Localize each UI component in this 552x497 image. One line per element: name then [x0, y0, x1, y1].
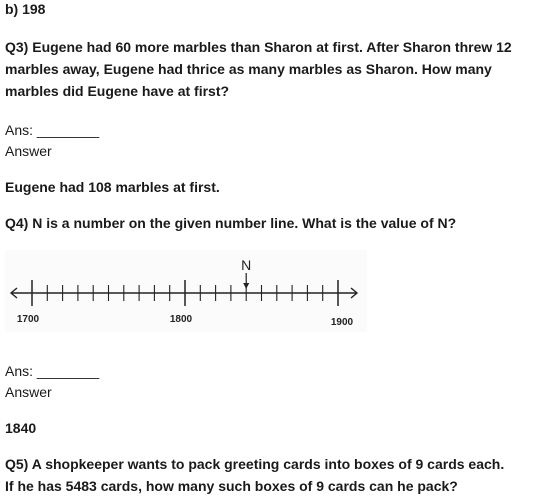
question-3-answer-label: Answer	[5, 143, 52, 159]
tick-label: 1900	[330, 317, 354, 328]
question-5-line-1: Q5) A shopkeeper wants to pack greeting cards into boxes of 9 cards each.	[5, 456, 505, 472]
previous-answer: b) 198	[5, 1, 46, 17]
number-line-ticks	[32, 280, 338, 306]
number-line-labels	[17, 314, 354, 328]
question-4-answer-label: Answer	[5, 384, 52, 400]
question-3-ans-label: Ans: ________	[5, 122, 100, 138]
question-4-answer-text: 1840	[5, 420, 37, 436]
question-5	[5, 453, 550, 497]
marker-label: N	[241, 257, 252, 273]
question-3	[5, 36, 550, 102]
question-3-line-2: marbles away, Eugene had thrice as many marbles as Sharon. How many	[5, 61, 492, 77]
tick-label: 1700	[16, 314, 40, 325]
question-3-line-3: marbles did Eugene have at first?	[5, 83, 230, 99]
number-line-figure	[5, 250, 367, 332]
question-5-line-2: If he has 5483 cards, how many such boxes of 9 cards can he pack?	[5, 478, 458, 494]
question-4-text: Q4) N is a number on the given number line. What is the value of N?	[5, 215, 457, 231]
question-4-ans-label: Ans: ________	[5, 363, 100, 379]
question-3-line-1: Q3) Eugene had 60 more marbles than Sharon at first. After Sharon threw 12	[5, 39, 512, 55]
number-line-marker	[241, 257, 251, 289]
tick-label: 1800	[169, 314, 193, 325]
number-line-svg	[5, 250, 367, 332]
marker-arrow-head	[243, 283, 249, 289]
question-3-answer-text: Eugene had 108 marbles at first.	[5, 179, 220, 195]
